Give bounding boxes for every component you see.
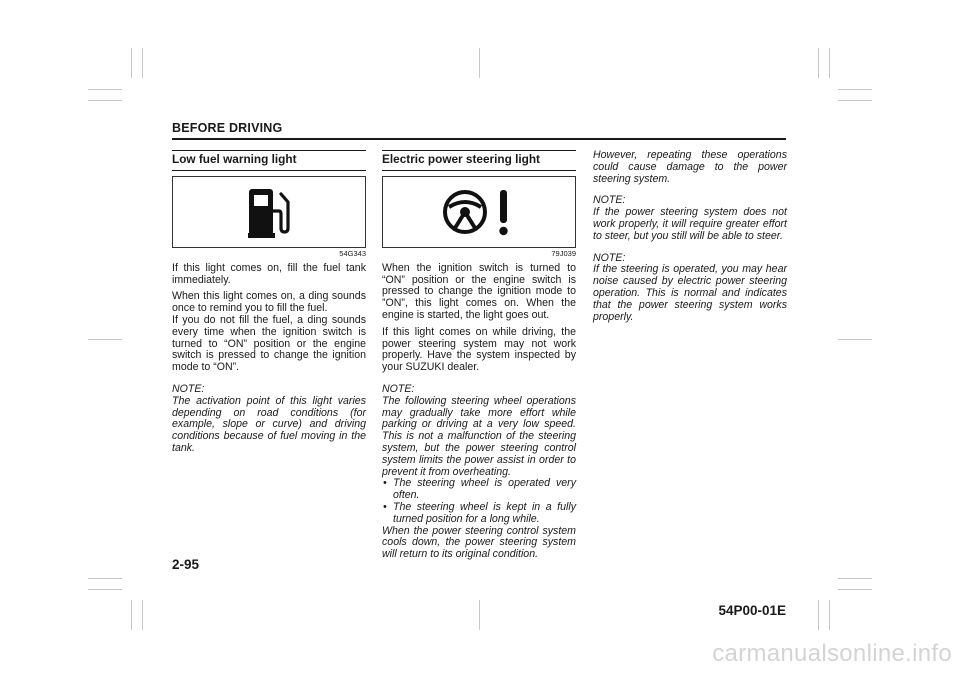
- crop-mark: [88, 89, 122, 90]
- document-code: 54P00-01E: [718, 603, 786, 618]
- note-text: When the power steering control system cools down, the power steering system will return to its original condition.: [382, 524, 576, 561]
- low-fuel-section: [172, 150, 366, 460]
- crop-mark: [829, 600, 830, 630]
- list-item: • The steering wheel is kept in a fully turned position for a long while.: [383, 500, 576, 525]
- section-title: Electric power steering light: [382, 152, 540, 166]
- crop-mark: [88, 339, 122, 340]
- crop-mark: [818, 600, 819, 630]
- crop-mark: [838, 589, 872, 590]
- section-title: Low fuel warning light: [172, 152, 297, 166]
- crop-mark: [838, 89, 872, 90]
- crop-mark: [142, 48, 143, 78]
- figure-code: 54G343: [339, 248, 366, 258]
- note-text: If the power steering system does not work properly, it will require greater effort to steer, but you still will be able to steer.: [593, 206, 787, 242]
- crop-mark: [479, 600, 480, 630]
- crop-mark: [88, 589, 122, 590]
- crop-mark: [838, 578, 872, 579]
- paragraph: When this light comes on, a ding sounds once to remind you to fill the fuel.: [172, 290, 366, 315]
- crop-mark: [88, 100, 122, 101]
- note-label: NOTE:: [382, 382, 415, 395]
- crop-mark: [131, 48, 132, 78]
- crop-mark: [142, 600, 143, 630]
- figure-code: 79J039: [551, 248, 576, 258]
- paragraph: If this light comes on, fill the fuel tank immediately.: [172, 261, 366, 286]
- note-text: If the steering is operated, you may hear noise caused by electric power steering operation. This is normal and indicates that the power steering system works properly.: [593, 263, 787, 323]
- crop-mark: [131, 600, 132, 630]
- paragraph: If you do not fill the fuel, a ding sounds every time when the ignition switch is turned to “ON” position or the engine switch is pressed to change the ignition mode to “ON”.: [172, 313, 366, 374]
- section-rule: [382, 150, 576, 151]
- power-steering-section: [382, 150, 576, 566]
- section-rule: [382, 170, 576, 171]
- crop-mark: [829, 48, 830, 78]
- section-rule: [172, 150, 366, 151]
- section-header: BEFORE DRIVING: [172, 121, 283, 135]
- paragraph: When the ignition switch is turned to “ON” position or the engine switch is pressed to change the ignition mode to ”ON”, this light comes on. When the engine is started, the light goes out.: [382, 261, 576, 321]
- section-rule: [172, 170, 366, 171]
- note-label: NOTE:: [593, 194, 626, 207]
- crop-mark: [479, 48, 480, 78]
- page-number: 2-95: [172, 557, 200, 572]
- crop-mark: [838, 100, 872, 101]
- note-text: However, repeating these operations could cause damage to the power steering system.: [593, 149, 787, 185]
- list-item-text: The steering wheel is kept in a fully turned position for a long while.: [393, 500, 576, 525]
- fuel-pump-icon: [248, 187, 292, 239]
- list-item-text: The steering wheel is operated very often.: [393, 477, 576, 502]
- crop-mark: [88, 578, 122, 579]
- warning-light-figure: [382, 176, 576, 248]
- power-steering-continued: [593, 150, 787, 328]
- note-label: NOTE:: [172, 382, 205, 395]
- note-text: The activation point of this light varies depending on road conditions (for example, slope or curve) and driving conditions because of fuel moving in the tank.: [172, 394, 366, 454]
- note-text: The following steering wheel operations may gradually take more effort while parking or driving at a very low speed. This is not a malfunction of the steering system, but the power steering control system limits the power assist in order to prevent it from overheating.: [382, 394, 576, 478]
- paragraph: If this light comes on while driving, the power steering system may not work properly. Have the system inspected by your SUZUKI dealer.: [382, 325, 576, 374]
- header-rule: [172, 138, 786, 140]
- note-label: NOTE:: [593, 251, 626, 264]
- steering-wheel-warning-icon: [441, 185, 521, 239]
- watermark: carmanualsonline.info: [712, 640, 952, 667]
- list-item: • The steering wheel is operated very often.: [383, 477, 576, 502]
- warning-light-figure: [172, 176, 366, 248]
- crop-mark: [818, 48, 819, 78]
- crop-mark: [838, 339, 872, 340]
